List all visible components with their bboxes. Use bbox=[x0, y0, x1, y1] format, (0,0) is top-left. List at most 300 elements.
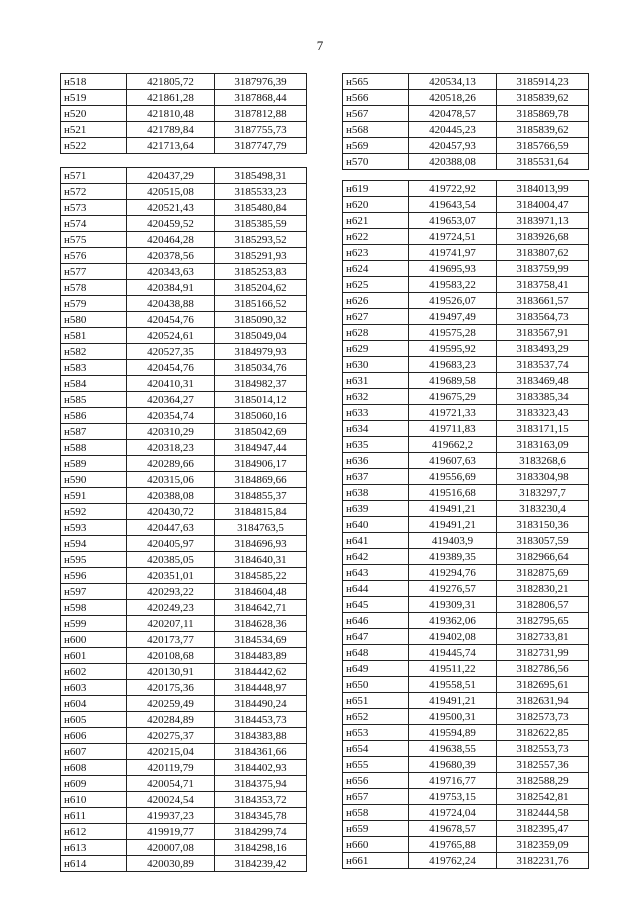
table-row bbox=[343, 437, 589, 453]
y-coordinate-cell: 3184585,22 bbox=[215, 568, 307, 584]
x-coordinate-cell: 419683,23 bbox=[409, 357, 497, 373]
point-id-cell: н573 bbox=[61, 200, 127, 216]
table-row bbox=[343, 485, 589, 501]
table-row bbox=[61, 712, 307, 728]
point-id-cell: н653 bbox=[343, 725, 409, 741]
y-coordinate-cell: 3185253,83 bbox=[215, 264, 307, 280]
x-coordinate-cell: 420438,88 bbox=[127, 296, 215, 312]
x-coordinate-cell: 419511,22 bbox=[409, 661, 497, 677]
y-coordinate-cell: 3184696,93 bbox=[215, 536, 307, 552]
y-coordinate-cell: 3184642,71 bbox=[215, 600, 307, 616]
table-row bbox=[61, 408, 307, 424]
table-row bbox=[343, 245, 589, 261]
x-coordinate-cell: 419526,07 bbox=[409, 293, 497, 309]
table-row bbox=[343, 325, 589, 341]
point-id-cell: н621 bbox=[343, 213, 409, 229]
y-coordinate-cell: 3184298,16 bbox=[215, 840, 307, 856]
point-id-cell: н591 bbox=[61, 488, 127, 504]
table-row bbox=[61, 792, 307, 808]
point-id-cell: н657 bbox=[343, 789, 409, 805]
point-id-cell: н659 bbox=[343, 821, 409, 837]
point-id-cell: н609 bbox=[61, 776, 127, 792]
x-coordinate-cell: 419721,33 bbox=[409, 405, 497, 421]
table-row bbox=[61, 280, 307, 296]
table-row bbox=[343, 581, 589, 597]
x-coordinate-cell: 420119,79 bbox=[127, 760, 215, 776]
x-coordinate-cell: 420354,74 bbox=[127, 408, 215, 424]
y-coordinate-cell: 3184442,62 bbox=[215, 664, 307, 680]
point-id-cell: н592 bbox=[61, 504, 127, 520]
y-coordinate-cell: 3184815,84 bbox=[215, 504, 307, 520]
point-id-cell: н649 bbox=[343, 661, 409, 677]
x-coordinate-cell: 420464,28 bbox=[127, 232, 215, 248]
y-coordinate-cell: 3182806,57 bbox=[497, 597, 589, 613]
table-row bbox=[343, 90, 589, 106]
x-coordinate-cell: 419402,08 bbox=[409, 629, 497, 645]
point-id-cell: н608 bbox=[61, 760, 127, 776]
x-coordinate-cell: 420527,35 bbox=[127, 344, 215, 360]
coordinates-table-left-top bbox=[60, 73, 307, 154]
table-row bbox=[61, 680, 307, 696]
x-coordinate-cell: 420410,31 bbox=[127, 376, 215, 392]
x-coordinate-cell: 420378,56 bbox=[127, 248, 215, 264]
point-id-cell: н648 bbox=[343, 645, 409, 661]
x-coordinate-cell: 419741,97 bbox=[409, 245, 497, 261]
x-coordinate-cell: 419445,74 bbox=[409, 645, 497, 661]
table-row bbox=[61, 456, 307, 472]
point-id-cell: н640 bbox=[343, 517, 409, 533]
x-coordinate-cell: 420215,04 bbox=[127, 744, 215, 760]
x-coordinate-cell: 420515,08 bbox=[127, 184, 215, 200]
x-coordinate-cell: 420478,57 bbox=[409, 106, 497, 122]
point-id-cell: н570 bbox=[343, 154, 409, 170]
y-coordinate-cell: 3183758,41 bbox=[497, 277, 589, 293]
table-row bbox=[343, 122, 589, 138]
table-row bbox=[343, 597, 589, 613]
point-id-cell: н603 bbox=[61, 680, 127, 696]
x-coordinate-cell: 420351,01 bbox=[127, 568, 215, 584]
y-coordinate-cell: 3184869,66 bbox=[215, 472, 307, 488]
table-row bbox=[343, 853, 589, 869]
table-row bbox=[61, 808, 307, 824]
point-id-cell: н661 bbox=[343, 853, 409, 869]
x-coordinate-cell: 419716,77 bbox=[409, 773, 497, 789]
x-coordinate-cell: 419607,63 bbox=[409, 453, 497, 469]
point-id-cell: н625 bbox=[343, 277, 409, 293]
x-coordinate-cell: 420385,05 bbox=[127, 552, 215, 568]
point-id-cell: н620 bbox=[343, 197, 409, 213]
table-row bbox=[343, 805, 589, 821]
x-coordinate-cell: 420384,91 bbox=[127, 280, 215, 296]
y-coordinate-cell: 3184402,93 bbox=[215, 760, 307, 776]
table-row bbox=[61, 200, 307, 216]
y-coordinate-cell: 3182231,76 bbox=[497, 853, 589, 869]
table-row bbox=[343, 517, 589, 533]
x-coordinate-cell: 420405,97 bbox=[127, 536, 215, 552]
x-coordinate-cell: 420521,43 bbox=[127, 200, 215, 216]
point-id-cell: н519 bbox=[61, 90, 127, 106]
table-row bbox=[343, 549, 589, 565]
x-coordinate-cell: 419556,69 bbox=[409, 469, 497, 485]
x-coordinate-cell: 419583,22 bbox=[409, 277, 497, 293]
y-coordinate-cell: 3185060,16 bbox=[215, 408, 307, 424]
x-coordinate-cell: 419653,07 bbox=[409, 213, 497, 229]
point-id-cell: н633 bbox=[343, 405, 409, 421]
y-coordinate-cell: 3185034,76 bbox=[215, 360, 307, 376]
point-id-cell: н643 bbox=[343, 565, 409, 581]
y-coordinate-cell: 3184239,42 bbox=[215, 856, 307, 872]
x-coordinate-cell: 419753,15 bbox=[409, 789, 497, 805]
point-id-cell: н655 bbox=[343, 757, 409, 773]
x-coordinate-cell: 420289,66 bbox=[127, 456, 215, 472]
point-id-cell: н639 bbox=[343, 501, 409, 517]
y-coordinate-cell: 3183297,7 bbox=[497, 485, 589, 501]
x-coordinate-cell: 420454,76 bbox=[127, 360, 215, 376]
point-id-cell: н586 bbox=[61, 408, 127, 424]
y-coordinate-cell: 3187868,44 bbox=[215, 90, 307, 106]
point-id-cell: н622 bbox=[343, 229, 409, 245]
x-coordinate-cell: 421861,28 bbox=[127, 90, 215, 106]
table-row bbox=[61, 744, 307, 760]
x-coordinate-cell: 420447,63 bbox=[127, 520, 215, 536]
y-coordinate-cell: 3185839,62 bbox=[497, 122, 589, 138]
point-id-cell: н644 bbox=[343, 581, 409, 597]
table-row bbox=[343, 197, 589, 213]
point-id-cell: н522 bbox=[61, 138, 127, 154]
x-coordinate-cell: 420259,49 bbox=[127, 696, 215, 712]
y-coordinate-cell: 3183567,91 bbox=[497, 325, 589, 341]
y-coordinate-cell: 3183537,74 bbox=[497, 357, 589, 373]
point-id-cell: н612 bbox=[61, 824, 127, 840]
point-id-cell: н581 bbox=[61, 328, 127, 344]
y-coordinate-cell: 3187747,79 bbox=[215, 138, 307, 154]
x-coordinate-cell: 419678,57 bbox=[409, 821, 497, 837]
table-row bbox=[343, 277, 589, 293]
x-coordinate-cell: 419689,58 bbox=[409, 373, 497, 389]
y-coordinate-cell: 3184483,89 bbox=[215, 648, 307, 664]
y-coordinate-cell: 3184855,37 bbox=[215, 488, 307, 504]
point-id-cell: н656 bbox=[343, 773, 409, 789]
y-coordinate-cell: 3184628,36 bbox=[215, 616, 307, 632]
point-id-cell: н613 bbox=[61, 840, 127, 856]
y-coordinate-cell: 3182631,94 bbox=[497, 693, 589, 709]
coordinates-table-left-main bbox=[60, 167, 307, 872]
table-row bbox=[61, 296, 307, 312]
point-id-cell: н610 bbox=[61, 792, 127, 808]
x-coordinate-cell: 419595,92 bbox=[409, 341, 497, 357]
point-id-cell: н584 bbox=[61, 376, 127, 392]
y-coordinate-cell: 3183163,09 bbox=[497, 437, 589, 453]
table-row bbox=[343, 213, 589, 229]
table-row bbox=[343, 789, 589, 805]
point-id-cell: н594 bbox=[61, 536, 127, 552]
table-row bbox=[343, 725, 589, 741]
point-id-cell: н638 bbox=[343, 485, 409, 501]
table-row bbox=[61, 552, 307, 568]
x-coordinate-cell: 421713,64 bbox=[127, 138, 215, 154]
table-row bbox=[61, 568, 307, 584]
y-coordinate-cell: 3184534,69 bbox=[215, 632, 307, 648]
point-id-cell: н629 bbox=[343, 341, 409, 357]
table-row bbox=[343, 629, 589, 645]
point-id-cell: н658 bbox=[343, 805, 409, 821]
y-coordinate-cell: 3184490,24 bbox=[215, 696, 307, 712]
point-id-cell: н647 bbox=[343, 629, 409, 645]
x-coordinate-cell: 420388,08 bbox=[127, 488, 215, 504]
point-id-cell: н606 bbox=[61, 728, 127, 744]
table-row bbox=[61, 584, 307, 600]
table-row bbox=[343, 773, 589, 789]
point-id-cell: н599 bbox=[61, 616, 127, 632]
point-id-cell: н580 bbox=[61, 312, 127, 328]
table-row bbox=[61, 840, 307, 856]
table-row bbox=[343, 613, 589, 629]
x-coordinate-cell: 420343,63 bbox=[127, 264, 215, 280]
y-coordinate-cell: 3184979,93 bbox=[215, 344, 307, 360]
x-coordinate-cell: 420054,71 bbox=[127, 776, 215, 792]
x-coordinate-cell: 419937,23 bbox=[127, 808, 215, 824]
y-coordinate-cell: 3182695,61 bbox=[497, 677, 589, 693]
point-id-cell: н605 bbox=[61, 712, 127, 728]
table-row bbox=[61, 90, 307, 106]
y-coordinate-cell: 3185049,04 bbox=[215, 328, 307, 344]
y-coordinate-cell: 3182731,99 bbox=[497, 645, 589, 661]
x-coordinate-cell: 419309,31 bbox=[409, 597, 497, 613]
x-coordinate-cell: 419389,35 bbox=[409, 549, 497, 565]
y-coordinate-cell: 3182573,73 bbox=[497, 709, 589, 725]
x-coordinate-cell: 420310,29 bbox=[127, 424, 215, 440]
x-coordinate-cell: 419722,92 bbox=[409, 181, 497, 197]
y-coordinate-cell: 3183323,43 bbox=[497, 405, 589, 421]
table-row bbox=[61, 520, 307, 536]
x-coordinate-cell: 420315,06 bbox=[127, 472, 215, 488]
x-coordinate-cell: 419662,2 bbox=[409, 437, 497, 453]
table-row bbox=[61, 504, 307, 520]
y-coordinate-cell: 3182542,81 bbox=[497, 789, 589, 805]
table-row bbox=[61, 648, 307, 664]
point-id-cell: н582 bbox=[61, 344, 127, 360]
x-coordinate-cell: 419294,76 bbox=[409, 565, 497, 581]
x-coordinate-cell: 420284,89 bbox=[127, 712, 215, 728]
y-coordinate-cell: 3182875,69 bbox=[497, 565, 589, 581]
table-row bbox=[61, 536, 307, 552]
y-coordinate-cell: 3182557,36 bbox=[497, 757, 589, 773]
x-coordinate-cell: 421810,48 bbox=[127, 106, 215, 122]
y-coordinate-cell: 3185385,59 bbox=[215, 216, 307, 232]
y-coordinate-cell: 3185869,78 bbox=[497, 106, 589, 122]
table-row bbox=[343, 709, 589, 725]
x-coordinate-cell: 420388,08 bbox=[409, 154, 497, 170]
point-id-cell: н623 bbox=[343, 245, 409, 261]
table-row bbox=[343, 293, 589, 309]
point-id-cell: н571 bbox=[61, 168, 127, 184]
y-coordinate-cell: 3185014,12 bbox=[215, 392, 307, 408]
y-coordinate-cell: 3182966,64 bbox=[497, 549, 589, 565]
y-coordinate-cell: 3183493,29 bbox=[497, 341, 589, 357]
point-id-cell: н642 bbox=[343, 549, 409, 565]
x-coordinate-cell: 419919,77 bbox=[127, 824, 215, 840]
x-coordinate-cell: 419638,55 bbox=[409, 741, 497, 757]
y-coordinate-cell: 3185166,52 bbox=[215, 296, 307, 312]
point-id-cell: н597 bbox=[61, 584, 127, 600]
point-id-cell: н660 bbox=[343, 837, 409, 853]
table-row bbox=[61, 122, 307, 138]
point-id-cell: н587 bbox=[61, 424, 127, 440]
x-coordinate-cell: 420318,23 bbox=[127, 440, 215, 456]
point-id-cell: н589 bbox=[61, 456, 127, 472]
table-row bbox=[343, 261, 589, 277]
point-id-cell: н624 bbox=[343, 261, 409, 277]
table-row bbox=[343, 821, 589, 837]
x-coordinate-cell: 421805,72 bbox=[127, 74, 215, 90]
x-coordinate-cell: 420457,93 bbox=[409, 138, 497, 154]
point-id-cell: н588 bbox=[61, 440, 127, 456]
x-coordinate-cell: 419491,21 bbox=[409, 693, 497, 709]
table-row bbox=[61, 856, 307, 872]
y-coordinate-cell: 3184013,99 bbox=[497, 181, 589, 197]
point-id-cell: н565 bbox=[343, 74, 409, 90]
y-coordinate-cell: 3184982,37 bbox=[215, 376, 307, 392]
table-row bbox=[61, 312, 307, 328]
y-coordinate-cell: 3184947,44 bbox=[215, 440, 307, 456]
table-row bbox=[343, 501, 589, 517]
y-coordinate-cell: 3182553,73 bbox=[497, 741, 589, 757]
y-coordinate-cell: 3185839,62 bbox=[497, 90, 589, 106]
table-row bbox=[61, 472, 307, 488]
table-row bbox=[61, 168, 307, 184]
y-coordinate-cell: 3185533,23 bbox=[215, 184, 307, 200]
y-coordinate-cell: 3183926,68 bbox=[497, 229, 589, 245]
y-coordinate-cell: 3184640,31 bbox=[215, 552, 307, 568]
y-coordinate-cell: 3184004,47 bbox=[497, 197, 589, 213]
table-row bbox=[61, 138, 307, 154]
y-coordinate-cell: 3182795,65 bbox=[497, 613, 589, 629]
x-coordinate-cell: 420024,54 bbox=[127, 792, 215, 808]
y-coordinate-cell: 3185204,62 bbox=[215, 280, 307, 296]
y-coordinate-cell: 3182830,21 bbox=[497, 581, 589, 597]
x-coordinate-cell: 419362,06 bbox=[409, 613, 497, 629]
table-row bbox=[61, 424, 307, 440]
y-coordinate-cell: 3182395,47 bbox=[497, 821, 589, 837]
x-coordinate-cell: 420293,22 bbox=[127, 584, 215, 600]
table-row bbox=[61, 616, 307, 632]
x-coordinate-cell: 419724,04 bbox=[409, 805, 497, 821]
point-id-cell: н628 bbox=[343, 325, 409, 341]
y-coordinate-cell: 3182588,29 bbox=[497, 773, 589, 789]
table-row bbox=[343, 309, 589, 325]
table-row bbox=[343, 453, 589, 469]
table-row bbox=[343, 693, 589, 709]
table-row bbox=[343, 565, 589, 581]
y-coordinate-cell: 3184383,88 bbox=[215, 728, 307, 744]
point-id-cell: н611 bbox=[61, 808, 127, 824]
point-id-cell: н632 bbox=[343, 389, 409, 405]
x-coordinate-cell: 419516,68 bbox=[409, 485, 497, 501]
y-coordinate-cell: 3184361,66 bbox=[215, 744, 307, 760]
table-row bbox=[61, 488, 307, 504]
table-row bbox=[61, 360, 307, 376]
x-coordinate-cell: 419491,21 bbox=[409, 517, 497, 533]
y-coordinate-cell: 3184453,73 bbox=[215, 712, 307, 728]
y-coordinate-cell: 3183150,36 bbox=[497, 517, 589, 533]
y-coordinate-cell: 3183171,15 bbox=[497, 421, 589, 437]
y-coordinate-cell: 3187812,88 bbox=[215, 106, 307, 122]
point-id-cell: н634 bbox=[343, 421, 409, 437]
y-coordinate-cell: 3183385,34 bbox=[497, 389, 589, 405]
y-coordinate-cell: 3182733,81 bbox=[497, 629, 589, 645]
y-coordinate-cell: 3185498,31 bbox=[215, 168, 307, 184]
point-id-cell: н574 bbox=[61, 216, 127, 232]
table-row bbox=[343, 405, 589, 421]
y-coordinate-cell: 3185293,52 bbox=[215, 232, 307, 248]
table-row bbox=[61, 264, 307, 280]
x-coordinate-cell: 420445,23 bbox=[409, 122, 497, 138]
y-coordinate-cell: 3183304,98 bbox=[497, 469, 589, 485]
point-id-cell: н572 bbox=[61, 184, 127, 200]
table-row bbox=[343, 229, 589, 245]
x-coordinate-cell: 419675,29 bbox=[409, 389, 497, 405]
x-coordinate-cell: 420249,23 bbox=[127, 600, 215, 616]
table-row bbox=[343, 106, 589, 122]
point-id-cell: н604 bbox=[61, 696, 127, 712]
y-coordinate-cell: 3185480,84 bbox=[215, 200, 307, 216]
y-coordinate-cell: 3184375,94 bbox=[215, 776, 307, 792]
y-coordinate-cell: 3185042,69 bbox=[215, 424, 307, 440]
table-row bbox=[343, 74, 589, 90]
coordinates-table-right-top bbox=[342, 73, 589, 170]
x-coordinate-cell: 420207,11 bbox=[127, 616, 215, 632]
point-id-cell: н521 bbox=[61, 122, 127, 138]
x-coordinate-cell: 420518,26 bbox=[409, 90, 497, 106]
point-id-cell: н631 bbox=[343, 373, 409, 389]
table-row bbox=[61, 440, 307, 456]
y-coordinate-cell: 3185766,59 bbox=[497, 138, 589, 154]
point-id-cell: н619 bbox=[343, 181, 409, 197]
x-coordinate-cell: 420364,27 bbox=[127, 392, 215, 408]
y-coordinate-cell: 3182786,56 bbox=[497, 661, 589, 677]
y-coordinate-cell: 3184448,97 bbox=[215, 680, 307, 696]
table-row bbox=[343, 421, 589, 437]
y-coordinate-cell: 3184353,72 bbox=[215, 792, 307, 808]
y-coordinate-cell: 3183057,59 bbox=[497, 533, 589, 549]
point-id-cell: н568 bbox=[343, 122, 409, 138]
y-coordinate-cell: 3184906,17 bbox=[215, 456, 307, 472]
x-coordinate-cell: 420007,08 bbox=[127, 840, 215, 856]
table-row bbox=[343, 757, 589, 773]
y-coordinate-cell: 3185291,93 bbox=[215, 248, 307, 264]
point-id-cell: н614 bbox=[61, 856, 127, 872]
x-coordinate-cell: 419643,54 bbox=[409, 197, 497, 213]
point-id-cell: н575 bbox=[61, 232, 127, 248]
x-coordinate-cell: 420430,72 bbox=[127, 504, 215, 520]
table-row bbox=[343, 138, 589, 154]
table-row bbox=[61, 328, 307, 344]
y-coordinate-cell: 3183268,6 bbox=[497, 453, 589, 469]
x-coordinate-cell: 420454,76 bbox=[127, 312, 215, 328]
x-coordinate-cell: 420030,89 bbox=[127, 856, 215, 872]
point-id-cell: н595 bbox=[61, 552, 127, 568]
x-coordinate-cell: 420524,61 bbox=[127, 328, 215, 344]
point-id-cell: н518 bbox=[61, 74, 127, 90]
x-coordinate-cell: 421789,84 bbox=[127, 122, 215, 138]
table-row bbox=[61, 106, 307, 122]
x-coordinate-cell: 419695,93 bbox=[409, 261, 497, 277]
table-row bbox=[61, 632, 307, 648]
x-coordinate-cell: 420437,29 bbox=[127, 168, 215, 184]
y-coordinate-cell: 3183469,48 bbox=[497, 373, 589, 389]
y-coordinate-cell: 3183807,62 bbox=[497, 245, 589, 261]
point-id-cell: н645 bbox=[343, 597, 409, 613]
